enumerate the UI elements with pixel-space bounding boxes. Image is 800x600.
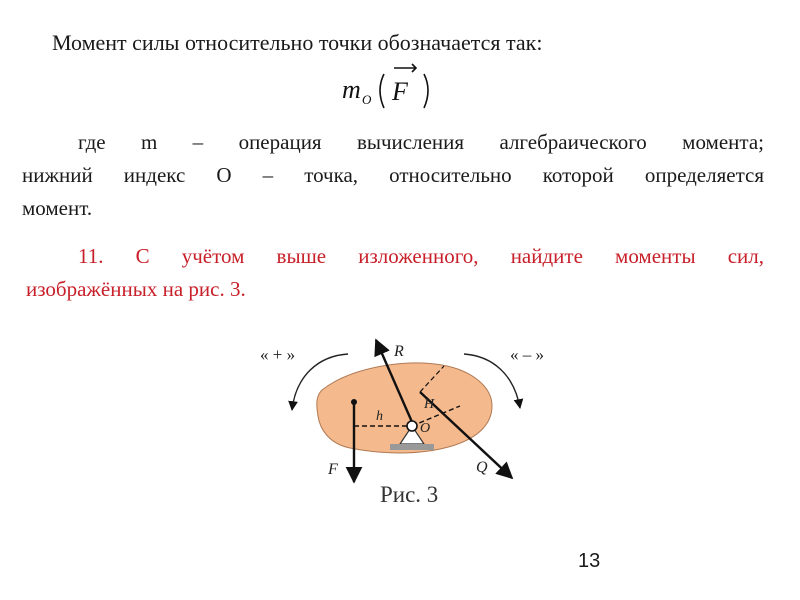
formula-argument: F [392, 77, 408, 106]
minus-direction-label: « – » [510, 345, 544, 364]
task-paragraph [22, 240, 764, 306]
force-F-application-point [351, 399, 357, 405]
slide-heading: Момент силы относительно точки обозначается так: [52, 30, 543, 55]
arm-H-label: H [424, 397, 435, 412]
formula-symbol: m [342, 75, 361, 104]
moment-formula [336, 60, 446, 116]
task-line-1: 11. С учётом выше изложенного, найдите моменты сил, [78, 244, 764, 268]
formula-subscript: O [362, 92, 372, 107]
definition-line-2: нижний индекс O – точка, относительно которой определяется [22, 163, 764, 187]
definition-line-1: где m – операция вычисления алгебраического момента; [78, 130, 764, 154]
pivot-O-circle [407, 421, 417, 431]
plus-direction-label: « + » [260, 345, 296, 364]
definition-paragraph [22, 126, 764, 225]
arm-h-label: h [376, 409, 383, 424]
figure-caption: Рис. 3 [380, 482, 439, 507]
definition-line-3: момент. [22, 196, 93, 220]
force-Q-label: Q [476, 459, 488, 476]
figure-forces-diagram [230, 320, 590, 580]
force-R-label: R [394, 343, 404, 360]
formula-right-paren [424, 74, 428, 108]
formula-vector-arrow [394, 64, 416, 72]
support-base [390, 444, 434, 450]
page-number: 13 [578, 550, 601, 572]
pivot-O-label: O [420, 421, 431, 436]
task-line-2: изображённых на рис. 3. [26, 277, 246, 301]
force-F-label: F [328, 461, 338, 478]
formula-left-paren [380, 74, 384, 108]
